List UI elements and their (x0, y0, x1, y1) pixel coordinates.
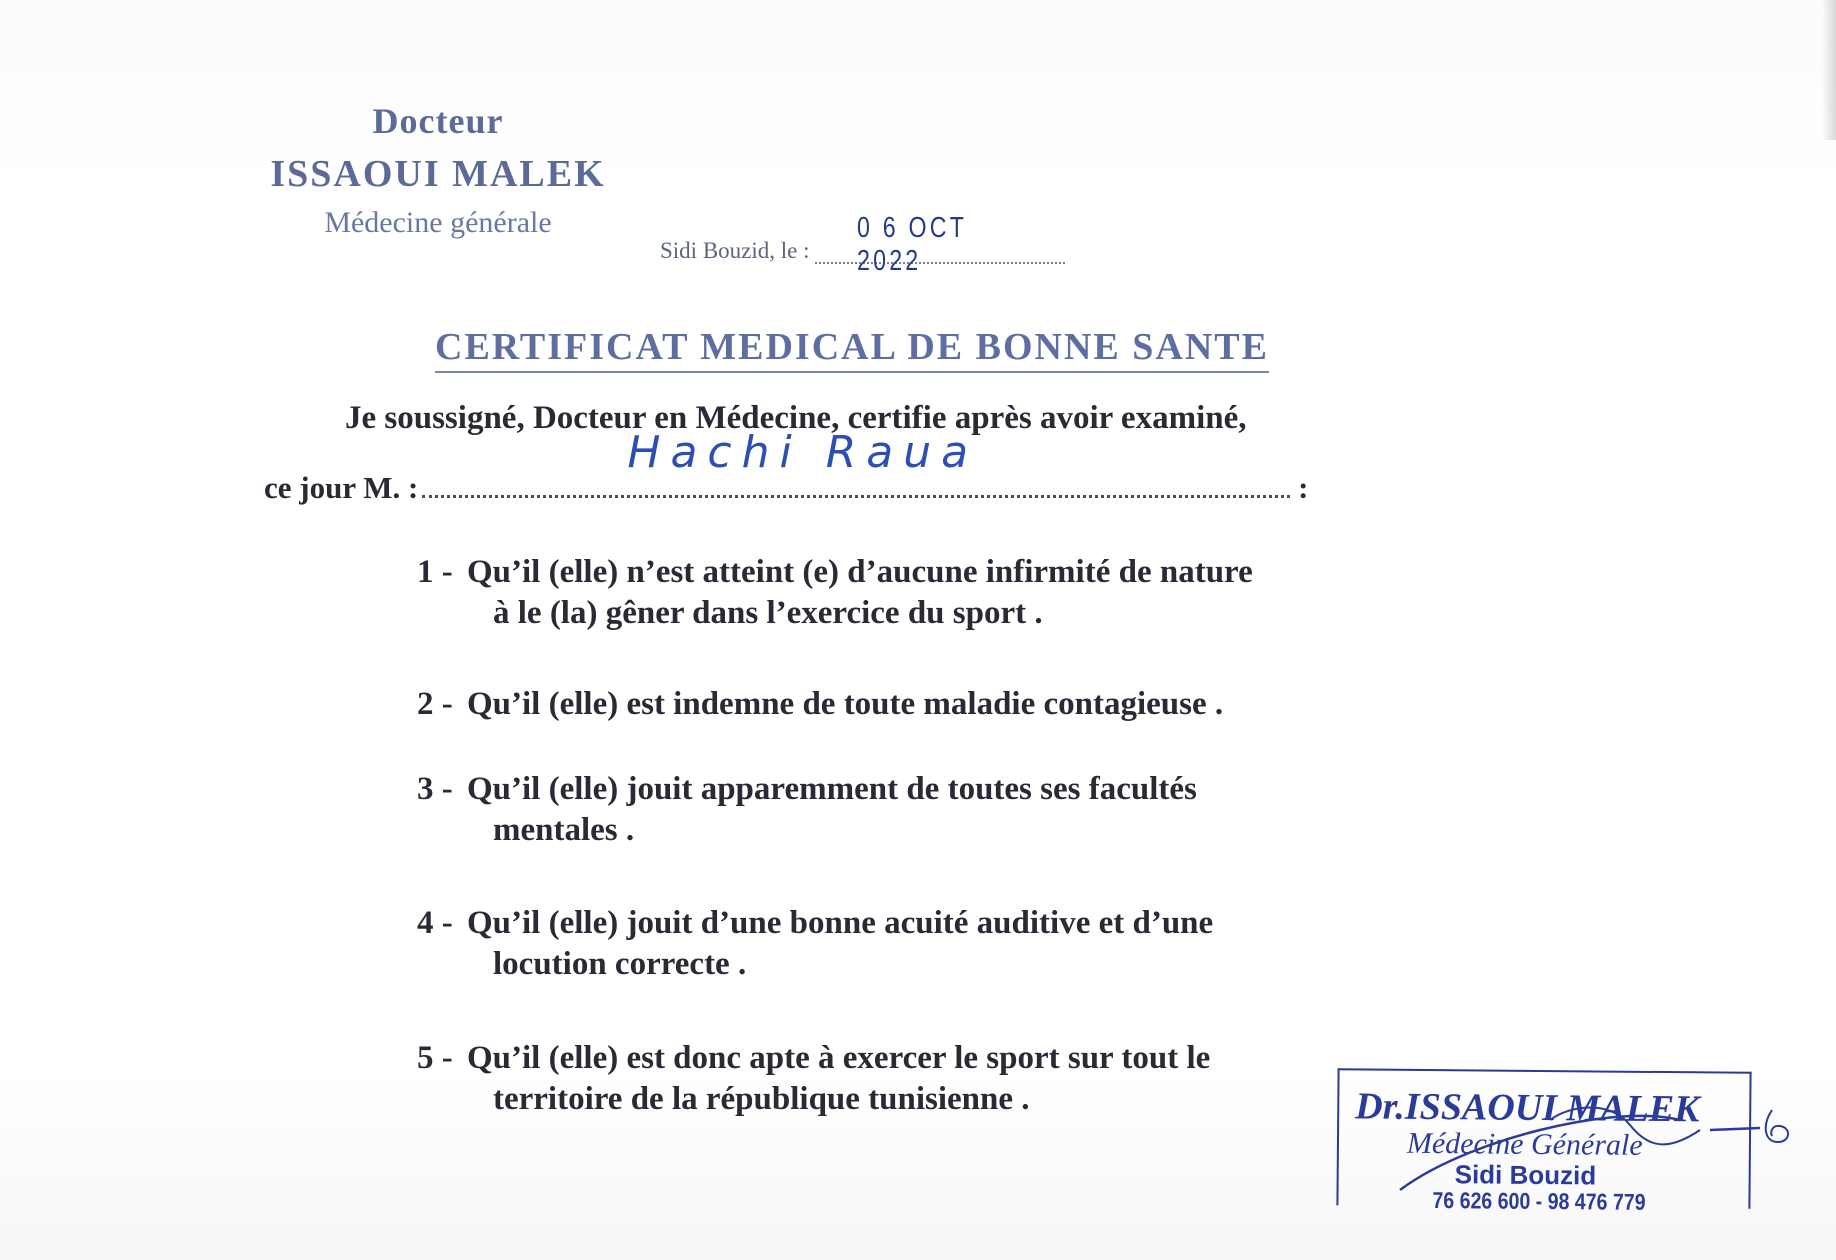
list-item (417, 771, 1197, 849)
item-line1: Qu’il (elle) n’est atteint (e) d’aucune infirmité de nature (467, 554, 1253, 590)
stamp-city: Sidi Bouzid (1454, 1159, 1597, 1191)
date-label: Sidi Bouzid, le : (660, 238, 816, 263)
patient-dotted-field (422, 427, 1290, 498)
item-line2: territoire de la république tunisienne . (493, 1081, 1030, 1117)
item-line2: mentales . (493, 812, 635, 848)
patient-label: ce jour M. : (264, 470, 419, 505)
list-item (417, 1040, 1210, 1118)
item-number: 2 - (417, 686, 453, 722)
letterhead (248, 100, 628, 240)
letterhead-name: ISSAOUI MALEK (270, 153, 606, 195)
item-line2: à le (la) gêner dans l’exercice du sport . (493, 595, 1043, 631)
date-value: 0 6 OCT 2022 (857, 212, 967, 277)
stamp-phones: 76 626 600 - 98 476 779 (1432, 1187, 1646, 1215)
date-line (660, 212, 1065, 277)
item-number: 1 - (417, 554, 453, 590)
item-line1: Qu’il (elle) jouit apparemment de toutes ses facultés (467, 771, 1197, 807)
patient-line (264, 427, 1309, 506)
page-edge-shadow (1822, 0, 1836, 140)
item-line1: Qu’il (elle) est donc apte à exercer le sport sur tout le (467, 1040, 1211, 1076)
item-line2: locution correcte . (493, 946, 747, 982)
letterhead-specialty: Médecine générale (324, 206, 552, 239)
doctor-stamp (1336, 1068, 1751, 1215)
item-number: 3 - (417, 771, 453, 807)
list-item (417, 905, 1213, 983)
patient-name-handwritten: Hachi Raua (627, 427, 979, 478)
certificate-intro: Je soussigné, Docteur en Médecine, certifie après avoir examiné, (345, 400, 1247, 436)
stamp-name: Dr.ISSAOUI MALEK (1355, 1085, 1700, 1131)
letterhead-title: Docteur (372, 101, 504, 141)
item-line1: Qu’il (elle) est indemne de toute maladie contagieuse . (467, 686, 1224, 722)
list-item (417, 686, 1223, 723)
date-dotted-field (815, 212, 1065, 277)
item-line1: Qu’il (elle) jouit d’une bonne acuité auditive et d’une (467, 905, 1214, 941)
certificate-title: CERTIFICAT MEDICAL DE BONNE SANTE (435, 325, 1269, 373)
stamp-specialty: Médecine Générale (1406, 1126, 1643, 1162)
list-item (417, 554, 1253, 632)
patient-line-end: : (1290, 470, 1309, 505)
item-number: 4 - (417, 905, 453, 941)
item-number: 5 - (417, 1040, 453, 1076)
